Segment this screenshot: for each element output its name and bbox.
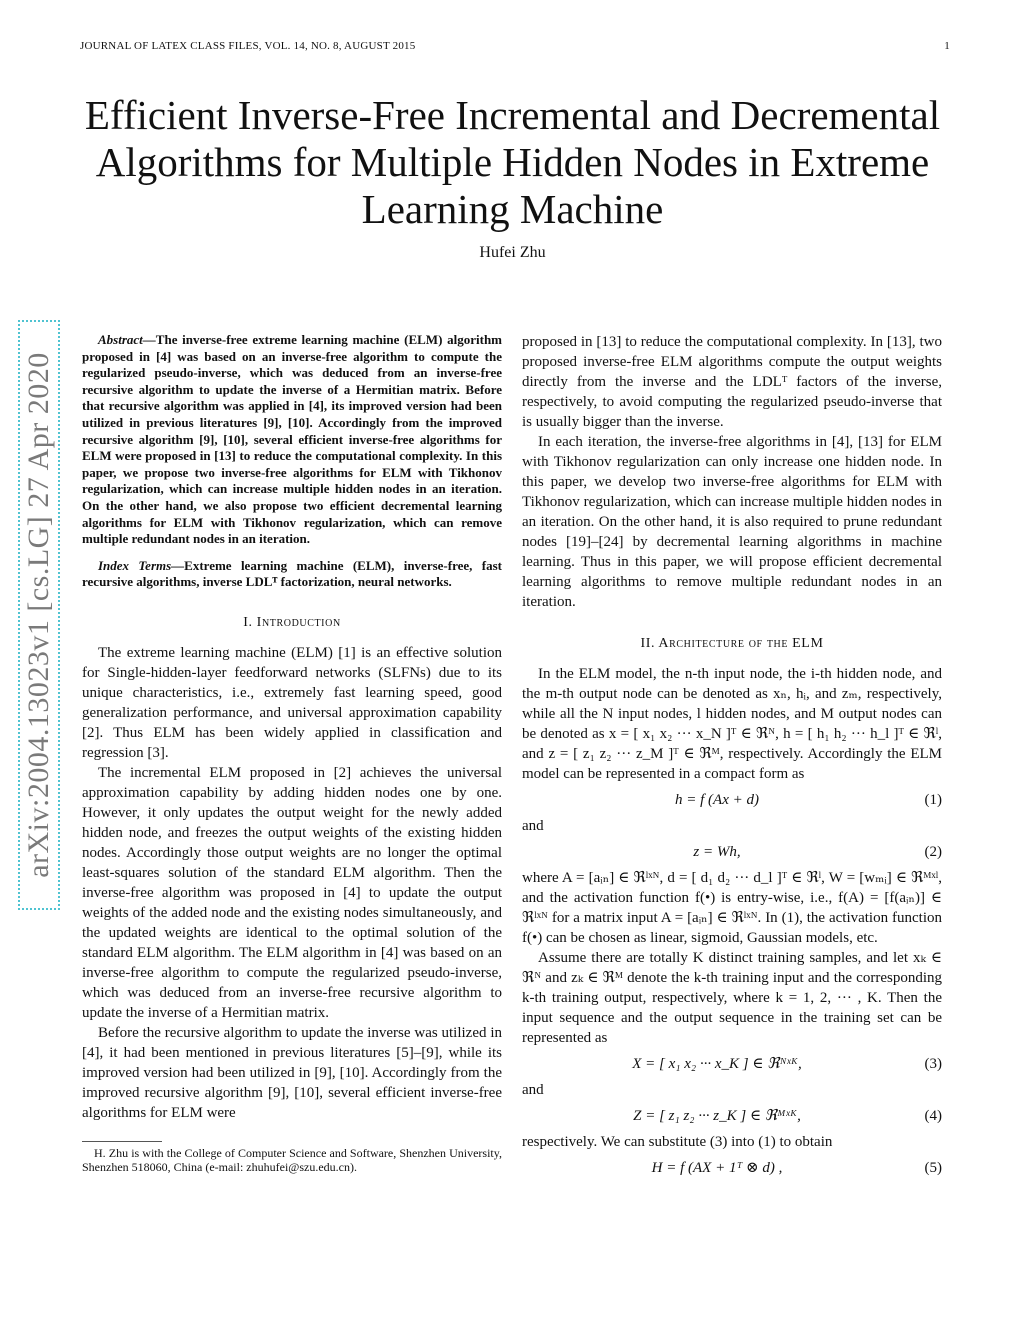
arxiv-id: arXiv:2004.13023v1 [cs.LG] 27 Apr 2020 bbox=[22, 352, 56, 878]
paper-title: Efficient Inverse-Free Incremental and Decremental Algorithms for Multiple Hidden Nodes in Extreme Learning Machine bbox=[84, 92, 941, 232]
equation-2 bbox=[522, 842, 942, 862]
equation-1-number: (1) bbox=[924, 792, 942, 808]
arch-paragraph-1: In the ELM model, the n-th input node, the i-th hidden node, and the m-th output node can be denoted as xₙ, hᵢ, and zₘ, respectively, while all the N input nodes, l hidden nodes, and M output nodes can be denoted as x = [ x₁ x₂ ··· x_N ]ᵀ ∈ ℜᴺ, h = [ h₁ h₂ ··· h_l ]ᵀ ∈ ℜˡ, and z = [ z₁ z₂ ··· z_M ]ᵀ ∈ ℜᴹ, respectively. Accordingly the ELM model can be represented in a compact form as bbox=[522, 666, 942, 782]
equation-4-math: Z = [ z₁ z₂ ··· z_K ] ∈ ℜᴹˣᴷ, bbox=[633, 1108, 801, 1124]
section-heading-introduction: I. Introduction bbox=[243, 614, 341, 630]
right-column bbox=[522, 332, 942, 1184]
equation-5 bbox=[522, 1158, 942, 1178]
journal-name: JOURNAL OF LATEX CLASS FILES, VOL. 14, NO. 8, AUGUST 2015 bbox=[80, 40, 416, 52]
arxiv-stamp[interactable] bbox=[18, 320, 60, 910]
equation-5-math: H = f (AX + 1ᵀ ⊗ d) , bbox=[651, 1160, 783, 1176]
equation-1 bbox=[522, 790, 942, 810]
equation-3-math: X = [ x₁ x₂ ··· x_K ] ∈ ℜᴺˣᴷ, bbox=[632, 1056, 802, 1072]
arch-paragraph-3: Assume there are totally K distinct training samples, and let xₖ ∈ ℜᴺ and zₖ ∈ ℜᴹ denote the k-th training input and the corresponding k-th training output, respectively, where k = 1, 2, ··· , K. Then the input sequence and the output sequence in the training set can be represented as bbox=[522, 950, 942, 1046]
equation-2-math: z = Wh, bbox=[693, 844, 741, 860]
intro-paragraph-4: In each iteration, the inverse-free algorithms in [4], [13] for ELM with Tikhonov regularization can only increase one hidden node. In this paper, we develop two inverse-free algorithms for ELM with Tikhonov regularization, which can increase multiple hidden nodes in an iteration. On the other hand, it is also required to prune redundant nodes [19]–[24] by decremental learning algorithms in machine learning. Thus in this paper, we will propose efficient decremental learning algorithms to remove multiple redundant nodes in an iteration. bbox=[522, 434, 942, 610]
index-terms-text: Extreme learning machine (ELM), inverse-free, fast recursive algorithms, inverse LDLᵀ factorization, neural networks. bbox=[82, 557, 502, 590]
paper-author: Hufei Zhu bbox=[479, 244, 546, 261]
and-text-1: and bbox=[522, 818, 544, 834]
equation-3-number: (3) bbox=[924, 1056, 942, 1072]
index-terms-label: Index Terms— bbox=[98, 557, 185, 573]
intro-paragraph-continued: proposed in [13] to reduce the computational complexity. In [13], two proposed inverse-free ELM algorithms compute the output weights directly from the inverse and the LDLᵀ factors of the inverse, respectively, to avoid computing the regularized pseudo-inverse that is usually bigger than the inverse. bbox=[522, 334, 942, 430]
arch-paragraph-2: where A = [aᵢₙ] ∈ ℜˡˣᴺ, d = [ d₁ d₂ ··· d_l ]ᵀ ∈ ℜˡ, W = [wₘᵢ] ∈ ℜᴹˣˡ, and the activation function f(•) is entry-wise, i.e., f(A) = [f(aᵢₙ)] ∈ ℜˡˣᴺ for a matrix input A = [aᵢₙ] ∈ ℜˡˣᴺ. In (1), the activation function f(•) can be chosen as linear, sigmoid, Gaussian models, etc. bbox=[522, 870, 942, 946]
equation-1-math: h = f (Ax + d) bbox=[675, 792, 759, 808]
equation-3 bbox=[522, 1054, 942, 1074]
abstract-text: The inverse-free extreme learning machine (ELM) algorithm proposed in [4] was based on an inverse-free algorithm to compute the regularized pseudo-inverse, which was deduced from an inverse-free recursive algorithm to update the inverse of a Hermitian matrix. Before that recursive algorithm was applied in [4], its improved version had been utilized in previous literatures [9], [10]. Accordingly from the improved recursive algorithm [9], [10], several efficient inverse-free algorithms for ELM were proposed in [13] to reduce the computational complexity. In this paper, we propose two inverse-free algorithms for ELM with Tikhonov regularization, which can increase multiple hidden nodes in an iteration. On the other hand, we also propose two efficient decremental learning algorithms for ELM with Tikhonov regularization, which can remove multiple redundant nodes in an iteration. bbox=[82, 332, 502, 547]
intro-paragraph-3: Before the recursive algorithm to update the inverse was utilized in [4], it had been mentioned in previous literatures [5]–[9], while its improved version had been utilized in [9], [10]. Accordingly from the improved recursive algorithm [9], [10], several efficient inverse-free algorithms for ELM were bbox=[82, 1024, 502, 1121]
index-terms bbox=[82, 558, 502, 591]
section-heading-architecture: II. Architecture of the ELM bbox=[640, 636, 824, 651]
intro-paragraph-2: The incremental ELM proposed in [2] achieves the universal approximation capability by adding hidden nodes one by one. However, it only updates the output weight for the newly added hidden node, and freezes the output weights of the existing hidden nodes. Accordingly those output weights are no longer the optimal least-squares solution of the standard ELM algorithm. Then the inverse-free algorithm was proposed in [4] to update the output weights of the added node and the existing nodes simultaneously, and the updated weights are identical to the optimal solution of the standard ELM algorithm. The ELM algorithm in [4] was based on an inverse-free algorithm to compute the regularized pseudo-inverse, which was deduced from an inverse-free recursive algorithm to update the inverse of a Hermitian matrix. bbox=[82, 764, 502, 1021]
left-column bbox=[82, 332, 502, 1174]
and-text-2: and bbox=[522, 1082, 544, 1098]
equation-2-number: (2) bbox=[924, 844, 942, 860]
equation-5-number: (5) bbox=[924, 1160, 942, 1176]
equation-4 bbox=[522, 1106, 942, 1126]
footnote-divider bbox=[82, 1141, 162, 1142]
page-number: 1 bbox=[944, 40, 950, 52]
arch-paragraph-4: respectively. We can substitute (3) into (1) to obtain bbox=[522, 1134, 833, 1150]
author-footnote: H. Zhu is with the College of Computer Science and Software, Shenzhen University, Shenzhen 518060, China (e-mail: zhuhufei@szu.edu.cn). bbox=[82, 1145, 502, 1174]
equation-4-number: (4) bbox=[924, 1108, 942, 1124]
abstract-label: Abstract— bbox=[98, 332, 156, 347]
abstract bbox=[82, 332, 502, 548]
running-header bbox=[80, 40, 950, 52]
intro-paragraph-1: The extreme learning machine (ELM) [1] is an effective solution for Single-hidden-layer feedforward networks (SLFNs) due to its unique characteristics, i.e., extremely fast learning speed, good generalization performance, and universal approximation capability [2]. Thus ELM has been widely applied in classification and regression [3]. bbox=[82, 644, 502, 761]
